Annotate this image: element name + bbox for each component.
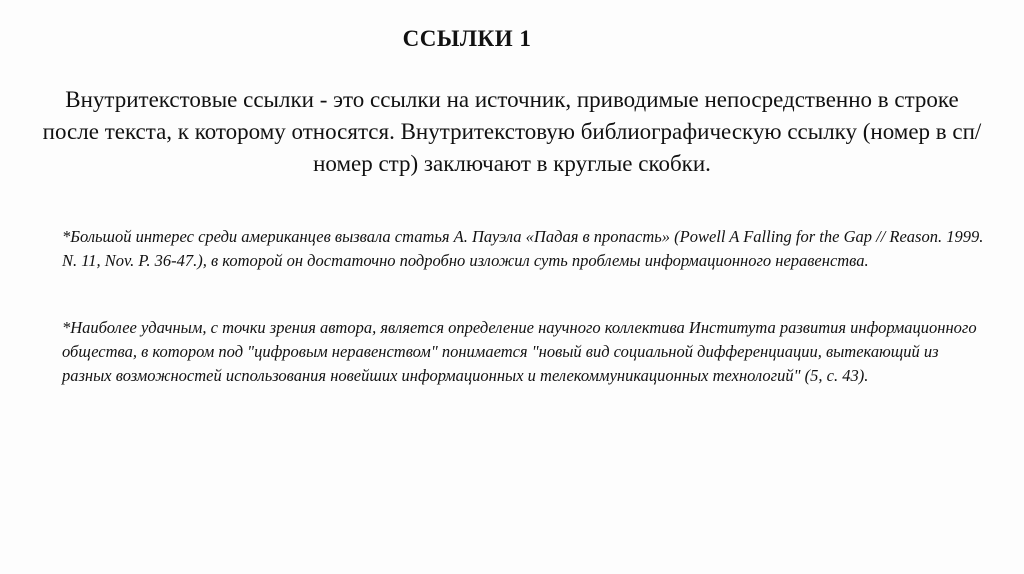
example-citation-1: *Большой интерес среди американцев вызвала статья А. Пауэла «Падая в пропасть» (Powell A Falling for the Gap // Reason. 1999. N. 11, Nov. P. 36-47.), в которой он достаточно подробно изложил суть проблемы информационного неравенства. xyxy=(62,227,984,270)
example-citation-2: *Наиболее удачным, с точки зрения автора, является определение научного коллектива Института развития информационного общества, в котором под "цифровым неравенством" понимается "новый вид социальной дифференциации, вытекающий из разных возможностей использования новейших информационных и телекоммуникационных технологий" (5, с. 43). xyxy=(62,318,977,385)
intro-paragraph: Внутритекстовые ссылки - это ссылки на источник, приводимые непосредственно в строке после текста, к которому относятся. Внутритекстовую библиографическую ссылку (номер в сп/номер стр) заключают в круглые скобки. xyxy=(42,87,982,176)
slide-title: ССЫЛКИ 1 xyxy=(402,26,532,51)
